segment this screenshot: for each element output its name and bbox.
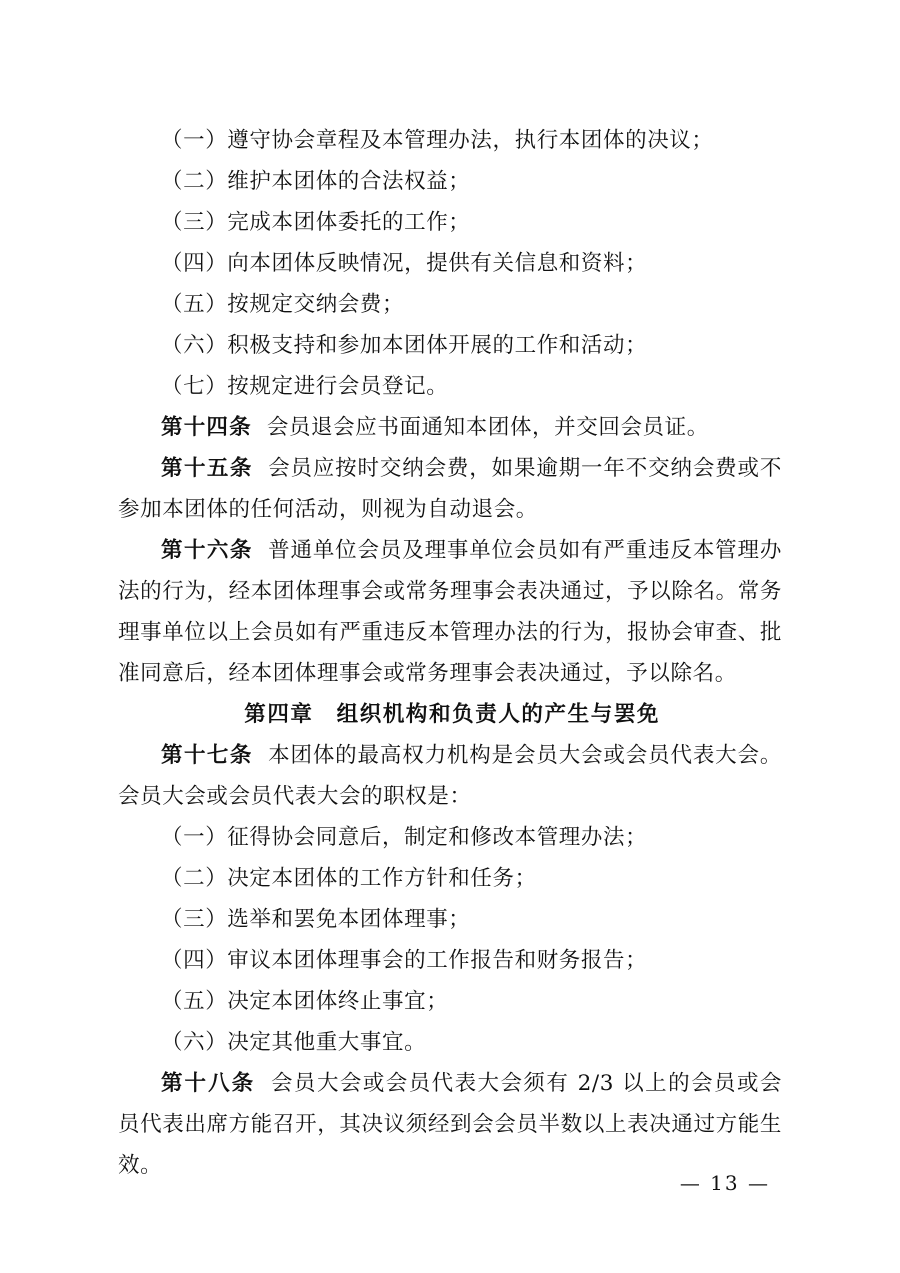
article-text: 普通单位会员及理事单位会员如有严重违反本管理办法的行为，经本团体理事会或常务理事会表决通过，予以除名。常务理事单位以上会员如有严重违反本管理办法的行为，报协会审查、批准同意后，经本团体理事会或常务理事会表决通过，予以除名。	[118, 538, 782, 686]
list-item: （一）遵守协会章程及本管理办法，执行本团体的决议；	[161, 128, 714, 153]
list-item: （六）决定其他重大事宜。	[161, 1030, 427, 1055]
chapter-heading: 第四章 组织机构和负责人的产生与罢免	[244, 702, 661, 727]
article-paragraph	[118, 735, 782, 817]
article-text: 本团体的最高权力机构是会员大会或会员代表大会。会员大会或会员代表大会的职权是：	[118, 743, 782, 809]
article-label: 第十六条	[161, 538, 253, 563]
list-item: （二）维护本团体的合法权益；	[161, 169, 471, 194]
article-label: 第十八条	[161, 1071, 256, 1096]
list-item: （五）决定本团体终止事宜；	[161, 989, 449, 1014]
list-item: （五）按规定交纳会费；	[161, 292, 405, 317]
list-item: （一）征得协会同意后，制定和修改本管理办法；	[161, 825, 648, 850]
article-paragraph	[118, 530, 782, 694]
list-item: （三）选举和罢免本团体理事；	[161, 907, 471, 932]
article-text: 会员应按时交纳会费，如果逾期一年不交纳会费或不参加本团体的任何活动，则视为自动退会。	[118, 456, 782, 522]
article-label: 第十四条	[161, 415, 252, 440]
article-text: 会员退会应书面通知本团体，并交回会员证。	[266, 415, 709, 440]
article-text: 会员大会或会员代表大会须有 2/3 以上的会员或会员代表出席方能召开，其决议须经到会会员半数以上表决通过方能生效。	[118, 1071, 782, 1178]
article-paragraph	[118, 407, 782, 448]
list-item: （四）向本团体反映情况，提供有关信息和资料；	[161, 251, 648, 276]
article-label: 第十七条	[161, 743, 253, 768]
list-item: （七）按规定进行会员登记。	[161, 374, 449, 399]
document-body	[118, 120, 782, 1186]
list-item: （三）完成本团体委托的工作；	[161, 210, 471, 235]
article-label: 第十五条	[161, 456, 253, 481]
list-item: （六）积极支持和参加本团体开展的工作和活动；	[161, 333, 648, 358]
list-item: （二）决定本团体的工作方针和任务；	[161, 866, 537, 891]
article-paragraph	[118, 448, 782, 530]
list-item: （四）审议本团体理事会的工作报告和财务报告；	[161, 948, 648, 973]
article-paragraph	[118, 1063, 782, 1186]
page-number: — 13 —	[679, 1171, 770, 1195]
